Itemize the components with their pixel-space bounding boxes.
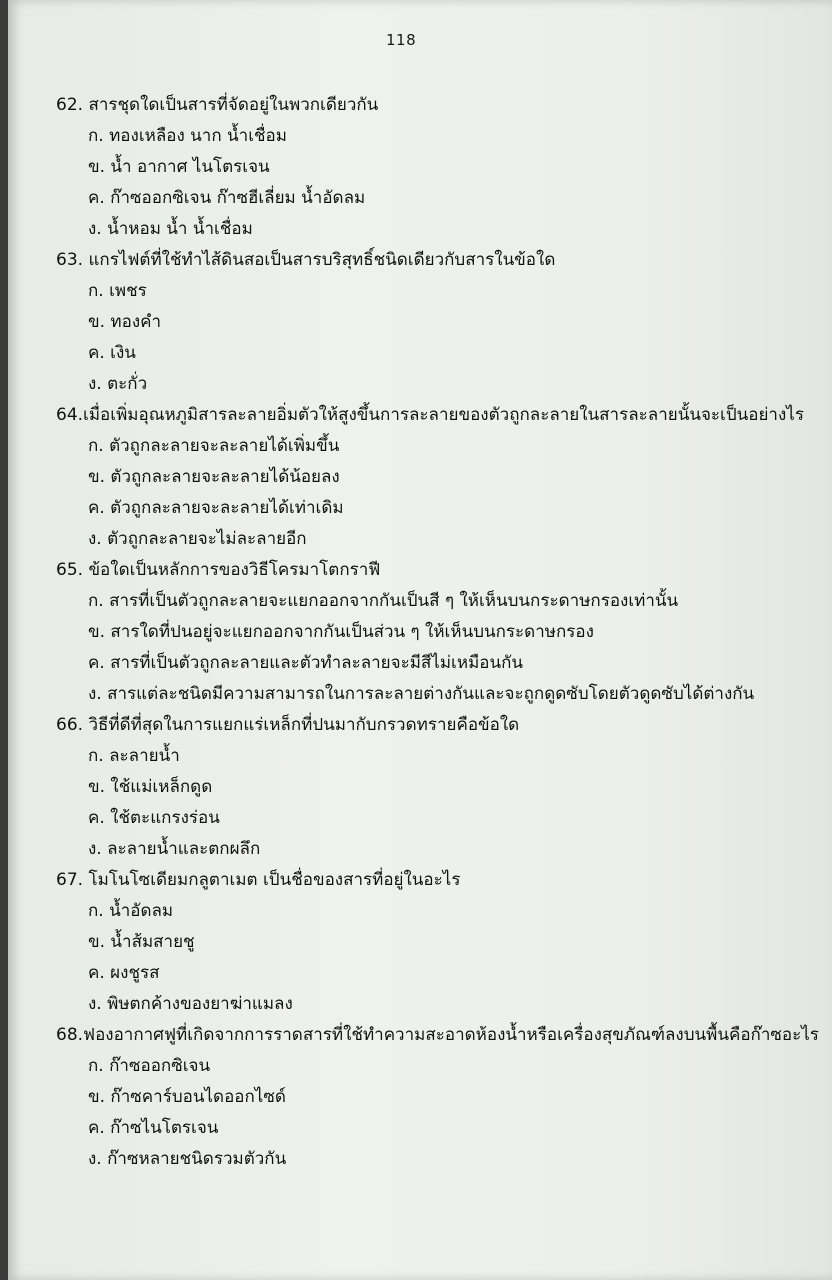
question-63 bbox=[56, 245, 826, 400]
choice-c: ค. สารที่เป็นตัวถูกละลายและตัวทำละลายจะมีสีไม่เหมือนกัน bbox=[88, 653, 524, 673]
choice-b: ข. น้ำ อากาศ ไนโตรเจน bbox=[88, 157, 270, 177]
choice-d: ง. น้ำหอม น้ำ น้ำเชื่อม bbox=[88, 219, 253, 239]
question-text: 65. ข้อใดเป็นหลักการของวิธีโครมาโตกราฟี bbox=[56, 560, 381, 580]
question-text: 63. แกรไฟต์ที่ใช้ทำไส้ดินสอเป็นสารบริสุทธิ์ชนิดเดียวกับสารในข้อใด bbox=[56, 250, 556, 270]
choice-a: ก. ก๊าซออกซิเจน bbox=[88, 1056, 211, 1076]
question-text: 67. โมโนโซเดียมกลูตาเมต เป็นชื่อของสารที่อยู่ในอะไร bbox=[56, 870, 461, 890]
choice-d: ง. ตัวถูกละลายจะไม่ละลายอีก bbox=[88, 529, 307, 549]
document-page bbox=[8, 0, 832, 1280]
question-68 bbox=[56, 1020, 826, 1175]
question-67 bbox=[56, 865, 826, 1020]
choice-a: ก. สารที่เป็นตัวถูกละลายจะแยกออกจากกันเป็นสี ๆ ให้เห็นบนกระดาษกรองเท่านั้น bbox=[88, 591, 679, 611]
question-text: 66. วิธีที่ดีที่สุดในการแยกแร่เหล็กที่ปนมากับกรวดทรายคือข้อใด bbox=[56, 715, 520, 735]
page-number: 118 bbox=[386, 31, 417, 49]
choice-c: ค. ก๊าซไนโตรเจน bbox=[88, 1118, 219, 1138]
choice-a: ก. ตัวถูกละลายจะละลายได้เพิ่มขึ้น bbox=[88, 436, 340, 456]
choice-b: ข. สารใดที่ปนอยู่จะแยกออกจากกันเป็นส่วน ๆ ให้เห็นบนกระดาษกรอง bbox=[88, 622, 594, 642]
choice-a: ก. ละลายน้ำ bbox=[88, 746, 180, 766]
question-64 bbox=[56, 400, 826, 555]
choice-b: ข. ตัวถูกละลายจะละลายได้น้อยลง bbox=[88, 467, 340, 487]
choice-b: ข. ใช้แม่เหล็กดูด bbox=[88, 777, 213, 797]
question-list bbox=[56, 90, 826, 1175]
choice-d: ง. สารแต่ละชนิดมีความสามารถในการละลายต่างกันและจะถูกดูดซับโดยตัวดูดซับได้ต่างกัน bbox=[88, 684, 755, 704]
question-text: 62. สารชุดใดเป็นสารที่จัดอยู่ในพวกเดียวกัน bbox=[56, 95, 379, 115]
question-text: 64.เมื่อเพิ่มอุณหภูมิสารละลายอิ่มตัวให้สูงขึ้นการละลายของตัวถูกละลายในสารละลายนั้นจะเป็นอย่างไร bbox=[56, 405, 804, 425]
choice-b: ข. ก๊าซคาร์บอนไดออกไซด์ bbox=[88, 1087, 286, 1107]
choice-a: ก. น้ำอัดลม bbox=[88, 901, 174, 921]
question-66 bbox=[56, 710, 826, 865]
question-65 bbox=[56, 555, 826, 710]
choice-c: ค. เงิน bbox=[88, 343, 136, 363]
choice-d: ง. พิษตกค้างของยาฆ่าแมลง bbox=[88, 994, 293, 1014]
choice-b: ข. น้ำส้มสายชู bbox=[88, 932, 195, 952]
choice-a: ก. ทองเหลือง นาก น้ำเชื่อม bbox=[88, 126, 287, 146]
choice-c: ค. ใช้ตะแกรงร่อน bbox=[88, 808, 220, 828]
choice-c: ค. ตัวถูกละลายจะละลายได้เท่าเดิม bbox=[88, 498, 344, 518]
choice-d: ง. ละลายน้ำและตกผลึก bbox=[88, 839, 261, 859]
choice-d: ง. ก๊าซหลายชนิดรวมตัวกัน bbox=[88, 1149, 287, 1169]
choice-b: ข. ทองคำ bbox=[88, 312, 162, 332]
choice-c: ค. ผงชูรส bbox=[88, 963, 160, 983]
question-text: 68.ฟองอากาศฟูที่เกิดจากการราดสารที่ใช้ทำความสะอาดห้องน้ำหรือเครื่องสุขภัณฑ์ลงบนพื้นคือก๊าซอะไร bbox=[56, 1025, 819, 1045]
question-62 bbox=[56, 90, 826, 245]
choice-c: ค. ก๊าซออกซิเจน ก๊าซฮีเลี่ยม น้ำอัดลม bbox=[88, 188, 366, 208]
choice-d: ง. ตะกั่ว bbox=[88, 374, 148, 394]
choice-a: ก. เพชร bbox=[88, 281, 147, 301]
